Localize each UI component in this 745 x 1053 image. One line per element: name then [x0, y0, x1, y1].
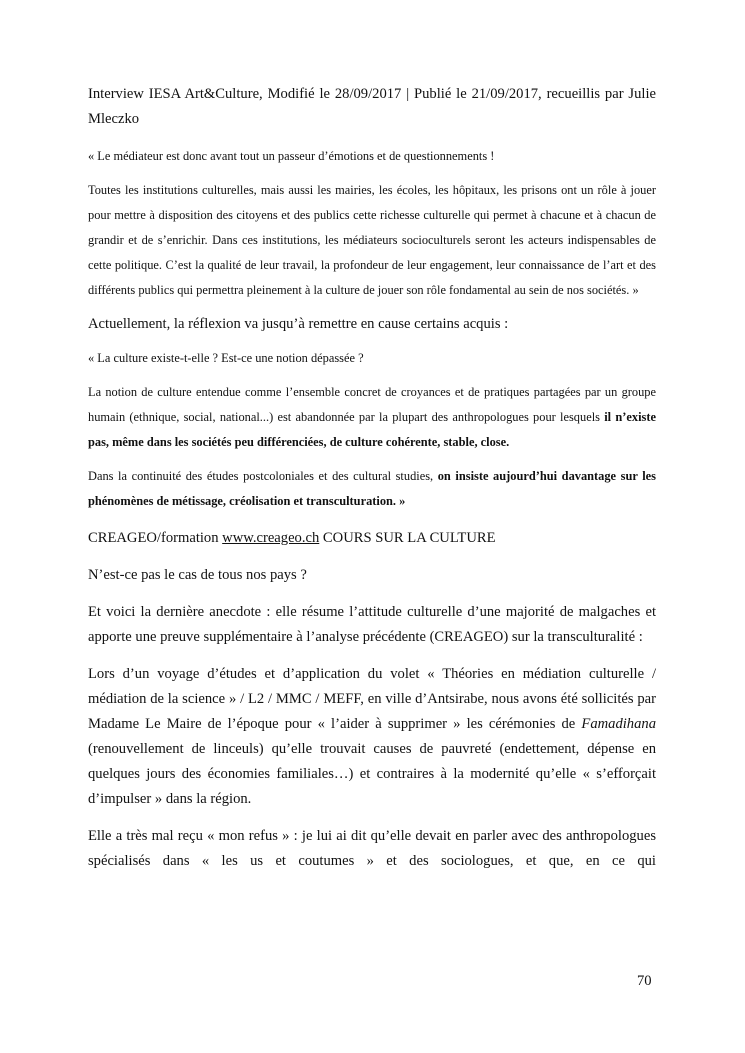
creageo-link[interactable]: www.creageo.ch: [222, 530, 320, 546]
culture-notion-bold: il n’existe pas, même dans les sociétés peu différenciées, de culture cohérente, stable, close.: [88, 410, 656, 449]
famadihana-term: Famadihana: [581, 716, 656, 732]
source-prefix: CREAGEO/formation: [88, 530, 223, 546]
page-body: [88, 82, 656, 874]
quote-question: « La culture existe-t-elle ? Est-ce une notion dépassée ?: [88, 351, 364, 365]
source-suffix: COURS SUR LA CULTURE: [319, 530, 496, 546]
anecdote-intro: Et voici la dernière anecdote : elle résume l’attitude culturelle d’une majorité de malgaches et apporte une preuve supplémentaire à l’analyse précédente (CREAGEO) sur la transculturalité :: [88, 604, 656, 645]
postcolonial-bold: on insiste aujourd’hui davantage sur les phénomènes de métissage, créolisation et transculturation. »: [88, 469, 656, 508]
postcolonial-text: Dans la continuité des études postcoloniales et des cultural studies,: [88, 469, 438, 483]
citation-header: Interview IESA Art&Culture, Modifié le 28/09/2017 | Publié le 21/09/2017, recueillis par Julie Mleczko: [88, 86, 656, 127]
refusal-paragraph: Elle a très mal reçu « mon refus » : je lui ai dit qu’elle devait en parler avec des anthropologues spécialisés dans « les us et coutumes » et des sociologues, et que, en ce qui: [88, 828, 656, 869]
postcolonial-paragraph: [88, 464, 656, 514]
quote-paragraph: Toutes les institutions culturelles, mais aussi les mairies, les écoles, les hôpitaux, les prisons ont un rôle à jouer pour mettre à disposition des citoyens et des publics cette richesse culturelle qui permet à chacune et à chacun de grandir et de s’enrichir. Dans ces institutions, les médiateurs socioculturels seront les acteurs indispensables de cette politique. C’est la qualité de leur travail, la profondeur de leur engagement, leur connaissance de l’art et des différents publics qui permettra pleinement à la culture de jouer son rôle fondamental au sein de nos sociétés. »: [88, 183, 656, 297]
anecdote-text-a: Lors d’un voyage d’études et d’application du volet « Théories en médiation culturelle / médiation de la science » / L2 / MMC / MEFF, en ville d’Antsirabe, nous avons été sollicités par Madame Le Maire de l’époque pour « l’aider à supprimer » les cérémonies de: [88, 666, 656, 732]
page-number: 70: [637, 973, 652, 989]
anecdote-paragraph: [88, 662, 656, 812]
culture-notion-paragraph: [88, 380, 656, 455]
quote-intro: « Le médiateur est donc avant tout un passeur d’émotions et de questionnements !: [88, 149, 495, 163]
question-line: N’est-ce pas le cas de tous nos pays ?: [88, 567, 307, 583]
reflection-sentence: Actuellement, la réflexion va jusqu’à remettre en cause certains acquis :: [88, 316, 509, 332]
anecdote-text-b: (renouvellement de linceuls) qu’elle trouvait causes de pauvreté (endettement, dépense en quelques jours des économies familiales…) et contraires à la modernité qu’elle « s’efforçait d’impulser » dans la région.: [88, 741, 656, 807]
source-line: [88, 526, 656, 551]
culture-notion-text: La notion de culture entendue comme l’ensemble concret de croyances et de pratiques partagées par un groupe humain (ethnique, social, national...) est abandonnée par la plupart des anthropologues pour lesquels: [88, 385, 656, 424]
